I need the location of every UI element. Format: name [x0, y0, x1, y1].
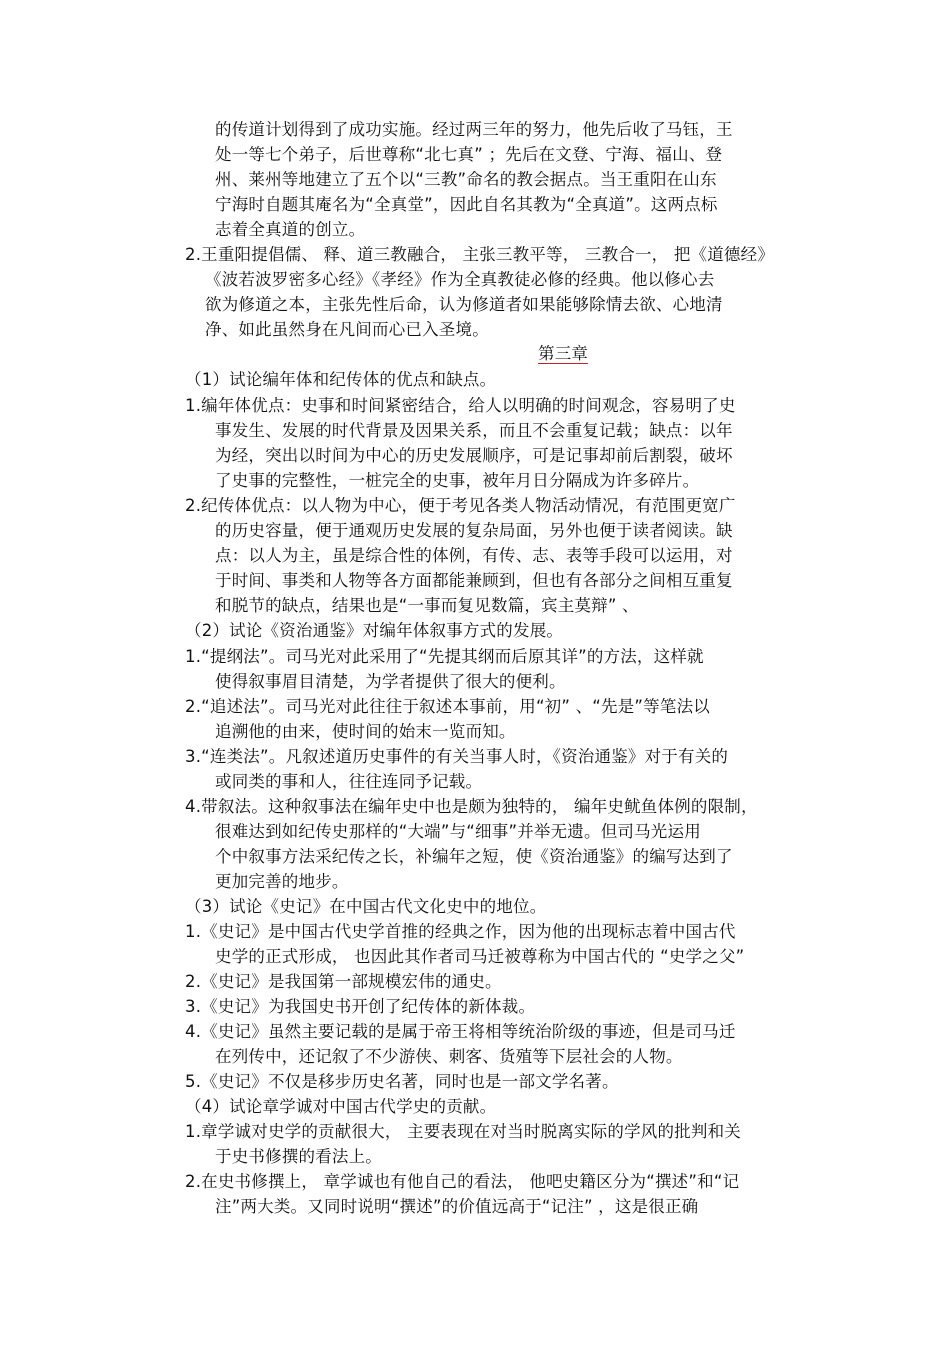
list-item: 2.纪传体优点：以人物为中心，便于考见各类人物活动情况，有范围更宽广: [185, 496, 736, 515]
list-item: 2.《史记》是我国第一部规模宏伟的通史。: [185, 972, 502, 991]
list-item: 1.《史记》是中国古代史学首推的经典之作，因为他的出现标志着中国古代: [185, 922, 736, 941]
list-item: 1.“提纲法”。司马光对此采用了“先提其纲而后原其详”的方法，这样就: [185, 647, 704, 666]
text-line: 欲为修道之本，主张先性后命，认为修道者如果能够除情去欲、心地清: [205, 295, 723, 314]
text-line: 更加完善的地步。: [215, 872, 349, 891]
list-item: 5.《史记》不仅是移步历史名著，同时也是一部文学名著。: [185, 1072, 619, 1091]
text-line: 注”两大类。又同时说明“撰述”的价值远高于“记注” ，这是很正确: [215, 1197, 699, 1216]
list-item: 3.“连类法”。凡叙述道历史事件的有关当事人时，《资治通鉴》对于有关的: [185, 747, 729, 766]
text-line: 追溯他的由来，使时间的始末一览而知。: [215, 722, 516, 741]
section-question: （4）试论章学诚对中国古代学史的贡献。: [185, 1097, 497, 1116]
text-line: 在列传中，还记叙了不少游侠、刺客、货殖等下层社会的人物。: [215, 1047, 683, 1066]
text-line: 点：以人为主，虽是综合性的体例，有传、志、表等手段可以运用，对: [215, 546, 733, 565]
chapter-heading: 第三章: [538, 344, 589, 363]
text-line: 和脱节的缺点，结果也是“一事而复见数篇，宾主莫辩” 、: [215, 596, 639, 615]
text-line: 处一等七个弟子，后世尊称“北七真” ；先后在文登、宁海、福山、登: [215, 145, 723, 164]
list-item: 1.章学诚对史学的贡献很大， 主要表现在对当时脱离实际的学风的批判和关: [185, 1122, 741, 1141]
text-line: 宁海时自题其庵名为“全真堂”，因此自名其教为“全真道”。这两点标: [215, 195, 718, 214]
text-line: 使得叙事眉目清楚，为学者提供了很大的便利。: [215, 672, 566, 691]
text-line: 事发生、发展的时代背景及因果关系，而且不会重复记载；缺点：以年: [215, 421, 733, 440]
list-item: 2.“追述法”。司马光对此往往于叙述本事前，用“初” 、“先是”等笔法以: [185, 697, 710, 716]
text-line: 个中叙事方法采纪传之长，补编年之短，使《资治通鉴》的编写达到了: [215, 847, 733, 866]
section-question: （2）试论《资治通鉴》对编年体叙事方式的发展。: [185, 621, 564, 640]
text-line: 州、莱州等地建立了五个以“三教”命名的教会据点。当王重阳在山东: [215, 170, 717, 189]
text-line: 志着全真道的创立。: [215, 220, 366, 239]
text-line: 史学的正式形成， 也因此其作者司马迁被尊称为中国古代的 “史学之父”: [215, 947, 745, 966]
text-line: 为经，突出以时间为中心的历史发展顺序，可是记事却前后割裂，破坏: [215, 446, 733, 465]
list-item: 4.带叙法。这种叙事法在编年史中也是颇为独特的， 编年史鱿鱼体例的限制，: [185, 797, 758, 816]
text-line: 的传道计划得到了成功实施。经过两三年的努力，他先后收了马钰，王: [215, 120, 733, 139]
text-line: 了史事的完整性，一桩完全的史事，被年月日分隔成为许多碎片。: [215, 471, 700, 490]
text-line: 于时间、事类和人物等各方面都能兼顾到，但也有各部分之间相互重复: [215, 571, 733, 590]
text-line: 的历史容量，便于通观历史发展的复杂局面，另外也便于读者阅读。缺: [215, 521, 733, 540]
list-item: 4.《史记》虽然主要记载的是属于帝王将相等统治阶级的事迹，但是司马迁: [185, 1022, 736, 1041]
text-line: 或同类的事和人，往往连同予记载。: [215, 772, 483, 791]
section-question: （3）试论《史记》在中国古代文化史中的地位。: [185, 897, 547, 916]
section-question: （1）试论编年体和纪传体的优点和缺点。: [185, 370, 497, 389]
text-line: 于史书修撰的看法上。: [215, 1147, 382, 1166]
text-line: 《波若波罗密多心经》《孝经》作为全真教徒必修的经典。他以修心去: [205, 270, 715, 289]
list-item: 2.王重阳提倡儒、 释、道三教融合， 主张三教平等， 三教合一， 把《道德经》: [185, 245, 775, 264]
list-item: 1.编年体优点：史事和时间紧密结合，给人以明确的时间观念，容易明了史: [185, 396, 736, 415]
text-line: 净、如此虽然身在凡间而心已入圣境。: [205, 320, 489, 339]
list-item: 3.《史记》为我国史书开创了纪传体的新体裁。: [185, 997, 536, 1016]
text-line: 很难达到如纪传史那样的“大端”与“细事”并举无遗。但司马光运用: [215, 822, 701, 841]
list-item: 2.在史书修撰上， 章学诚也有他自己的看法， 他吧史籍区分为“撰述”和“记: [185, 1172, 740, 1191]
